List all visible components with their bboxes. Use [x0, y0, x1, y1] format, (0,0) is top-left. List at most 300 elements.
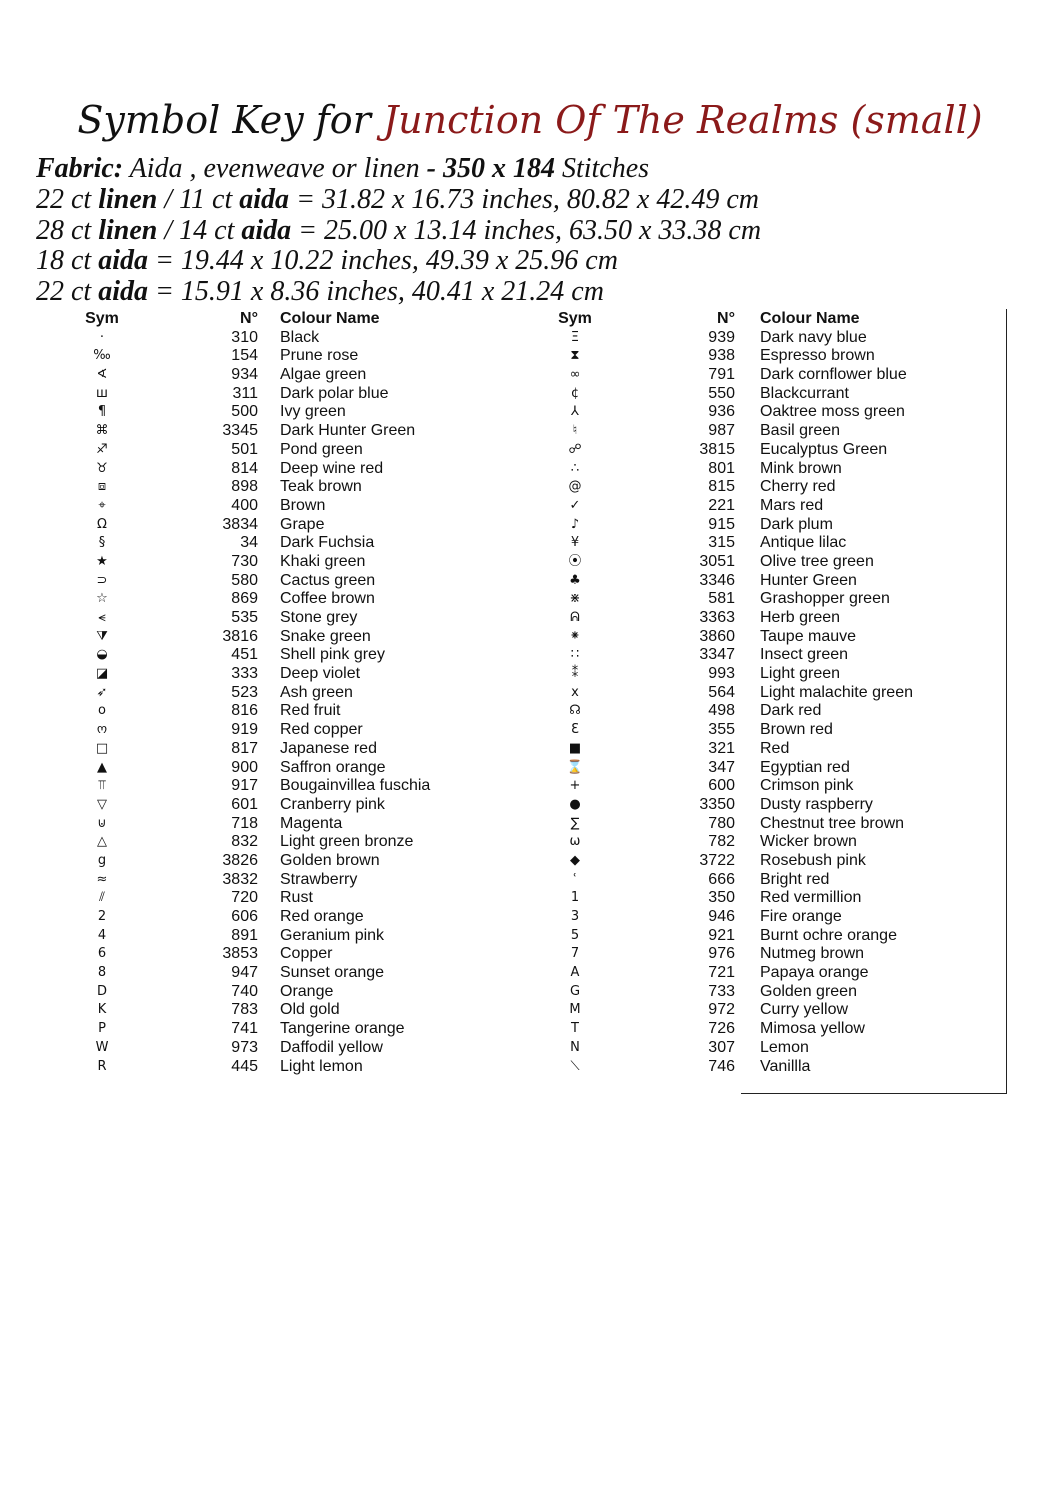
size-c: / 14 ct [164, 214, 235, 246]
symbol: T [571, 1021, 579, 1037]
symbol: ◆ [570, 852, 580, 868]
floss-number: 726 [708, 1020, 735, 1038]
key-row [0, 777, 1060, 796]
sym-header: Sym [558, 310, 592, 327]
key-row [0, 347, 1060, 366]
colour-name: Nutmeg brown [760, 945, 865, 963]
colour-name: Hunter Green [760, 571, 857, 589]
symbol: ⊍ [97, 815, 107, 831]
pattern-name: Junction Of The Realms (small) [382, 98, 983, 142]
colour-name: Shell pink grey [280, 646, 385, 664]
symbol: ∷ [570, 647, 580, 663]
key-row [0, 815, 1060, 834]
floss-number: 3363 [699, 609, 735, 626]
symbol: □ [95, 740, 109, 756]
symbol: N [570, 1039, 580, 1055]
floss-number: 311 [232, 384, 258, 402]
page-title [0, 98, 1060, 142]
size-a: 28 ct [36, 214, 92, 246]
floss-number: 817 [231, 739, 258, 757]
symbol: Ξ [570, 329, 580, 345]
symbol: 1 [570, 890, 580, 906]
colour-name: Light green bronze [280, 833, 414, 851]
colour-name: Mars red [760, 496, 824, 514]
colour-name: Bright red [760, 870, 830, 888]
colour-name: Egyptian red [760, 758, 850, 776]
key-row [0, 889, 1060, 908]
symbol-key-right [0, 310, 1060, 1076]
colour-name: Algae green [280, 366, 367, 384]
symbol: 5 [570, 927, 580, 943]
key-row [0, 945, 1060, 964]
colour-name: Prune rose [280, 347, 359, 365]
symbol: Ɛ [571, 722, 579, 738]
key-row [0, 646, 1060, 665]
floss-number: 915 [708, 515, 735, 533]
floss-number: 801 [708, 459, 735, 477]
symbol: ⫪ [98, 778, 106, 794]
colour-name: Rosebush pink [760, 851, 866, 869]
size-b: linen [98, 214, 158, 246]
fabric-types: Aida , evenweave or linen [129, 153, 420, 184]
floss-number: 400 [231, 496, 258, 514]
colour-name: Lemon [760, 1038, 809, 1056]
symbol: § [98, 535, 106, 551]
floss-number: 564 [708, 683, 735, 701]
symbol: ✓ [569, 497, 581, 513]
symbol: 7 [570, 946, 580, 962]
floss-number: 3860 [699, 627, 735, 645]
key-row [0, 833, 1060, 852]
colour-name: Antique lilac [760, 534, 847, 552]
size-line [36, 185, 761, 216]
symbol: ⌖ [98, 497, 106, 513]
symbol: ⌛ [566, 759, 584, 775]
colour-name: Olive tree green [760, 552, 874, 570]
colour-name: Taupe mauve [760, 627, 857, 645]
size-d: aida [241, 214, 292, 246]
floss-number: 315 [708, 534, 735, 552]
colour-name: Stone grey [280, 609, 358, 626]
size-e: = 31.82 x 16.73 inches, 80.82 x 42.49 cm [296, 183, 759, 215]
title-prefix: Symbol Key for [77, 98, 371, 142]
floss-number: 946 [708, 908, 735, 925]
symbol: x [571, 684, 579, 700]
colour-name: Crimson pink [760, 777, 854, 795]
colour-name: Light lemon [280, 1057, 363, 1075]
floss-number: 900 [231, 758, 258, 776]
colour-name: Dark Hunter Green [280, 422, 416, 440]
colour-name: Chestnut tree brown [760, 814, 905, 832]
fabric-info [36, 154, 761, 308]
floss-number: 987 [708, 422, 735, 440]
floss-number: 445 [231, 1057, 258, 1075]
key-row [0, 852, 1060, 871]
colour-name: Orange [280, 982, 334, 1000]
symbol: ⅄ [571, 404, 579, 420]
symbol: ∢ [96, 367, 108, 383]
floss-number: 606 [231, 908, 258, 925]
size-c: / 11 ct [164, 183, 233, 215]
colour-name: Cherry red [760, 478, 836, 496]
floss-number: 898 [231, 478, 258, 496]
floss-number: 718 [231, 814, 258, 832]
floss-number: 601 [231, 795, 258, 813]
key-row [0, 609, 1060, 628]
colour-name: Light malachite green [760, 683, 913, 701]
key-row [0, 908, 1060, 927]
key-row [0, 534, 1060, 553]
floss-number: 307 [708, 1038, 735, 1056]
symbol: ♪ [570, 516, 580, 532]
symbol: 8 [97, 965, 107, 981]
floss-number: 3051 [699, 552, 735, 570]
floss-number: 355 [708, 721, 735, 739]
colour-name: Saffron orange [280, 758, 386, 776]
colour-name: Burnt ochre orange [760, 926, 897, 944]
colour-name: Coffee brown [280, 590, 375, 608]
symbol: ‰ [93, 348, 111, 364]
symbol: ᕱ [570, 610, 580, 625]
floss-number: 730 [231, 552, 258, 570]
floss-number: 976 [708, 945, 735, 963]
floss-number: 3815 [699, 440, 735, 458]
symbol: ⁕ [569, 628, 581, 644]
colour-name: Red orange [280, 908, 364, 925]
floss-number: 973 [231, 1038, 258, 1056]
floss-number: 917 [231, 777, 258, 795]
floss-number: 3816 [222, 627, 258, 645]
name-header: Colour Name [280, 310, 380, 327]
symbol: ☆ [96, 591, 108, 607]
symbol: ◪ [95, 666, 109, 682]
fabric-label: Fabric: [36, 153, 124, 184]
floss-number: 814 [231, 459, 258, 477]
key-row [0, 460, 1060, 479]
symbol: ω [569, 834, 581, 850]
colour-name: Vanillla [760, 1057, 811, 1075]
symbol: ⪪ [98, 610, 106, 625]
size-e: = 25.00 x 13.14 inches, 63.50 x 33.38 cm [298, 214, 762, 246]
floss-number: 3346 [699, 571, 735, 589]
colour-name: Tangerine orange [280, 1020, 405, 1038]
symbol: ♮ [572, 423, 578, 439]
symbol: G [569, 983, 581, 999]
key-row [0, 684, 1060, 703]
fabric-line [36, 154, 761, 185]
colour-name: Bougainvillea fuschia [280, 777, 431, 795]
floss-number: 333 [231, 665, 258, 683]
num-header: N° [717, 310, 735, 327]
key-row [0, 665, 1060, 684]
key-row [0, 590, 1060, 609]
colour-name: Red [760, 739, 790, 757]
colour-name: Brown red [760, 721, 833, 739]
floss-number: 523 [231, 683, 258, 701]
colour-name: Insect green [760, 646, 849, 664]
floss-number: 3834 [222, 515, 258, 533]
symbol: 6 [97, 946, 107, 962]
symbol: ☍ [568, 441, 582, 457]
key-row [0, 422, 1060, 441]
key-row [0, 1058, 1060, 1077]
key-row [0, 385, 1060, 404]
colour-name: Golden green [760, 982, 857, 1000]
colour-name: Mink brown [760, 459, 842, 477]
symbol: Ω [97, 516, 107, 532]
symbol: ¢ [570, 385, 580, 401]
colour-name: Cranberry pink [280, 795, 385, 813]
symbol: △ [97, 834, 107, 850]
symbol: ʿ [573, 871, 577, 887]
floss-number: 720 [231, 889, 258, 907]
key-row [0, 702, 1060, 721]
symbol: · [99, 329, 105, 345]
symbol: ∞ [569, 367, 581, 383]
symbol: ♐ [96, 441, 108, 457]
colour-name: Daffodil yellow [280, 1038, 383, 1056]
size-line [36, 246, 761, 277]
symbol: ш [96, 385, 108, 401]
colour-name: Ash green [280, 683, 353, 701]
colour-name: Mimosa yellow [760, 1020, 865, 1038]
key-row [0, 871, 1060, 890]
symbol: R [97, 1058, 107, 1074]
colour-name: Old gold [280, 1001, 340, 1019]
symbol: ♉ [96, 460, 108, 476]
floss-number: 891 [231, 926, 258, 944]
floss-number: 947 [231, 964, 258, 982]
floss-number: 869 [231, 590, 258, 608]
floss-number: 921 [708, 926, 735, 944]
floss-number: 936 [708, 403, 735, 421]
colour-name: Oaktree moss green [760, 403, 905, 421]
floss-number: 741 [231, 1020, 258, 1038]
colour-name: Dark plum [760, 515, 833, 533]
colour-name: Grashopper green [760, 590, 890, 608]
symbol: ⧈ [97, 479, 107, 495]
floss-number: 938 [708, 347, 735, 365]
sym-header: Sym [85, 310, 119, 327]
floss-number: 939 [708, 328, 735, 346]
floss-number: 3347 [699, 646, 735, 664]
symbol: ➶ [96, 684, 108, 700]
floss-number: 451 [231, 646, 258, 664]
colour-name: Black [280, 328, 320, 346]
fabric-dash: - [426, 153, 436, 184]
colour-name: Dark cornflower blue [760, 366, 907, 384]
floss-number: 972 [708, 1001, 735, 1019]
floss-number: 832 [231, 833, 258, 851]
colour-name: Dark polar blue [280, 384, 389, 402]
key-row [0, 721, 1060, 740]
symbol: ⋇ [569, 591, 581, 607]
colour-name: Geranium pink [280, 926, 385, 944]
colour-name: Khaki green [280, 552, 366, 570]
floss-number: 535 [231, 609, 258, 626]
symbol: M [569, 1002, 581, 1018]
key-row [0, 740, 1060, 759]
floss-number: 733 [708, 982, 735, 1000]
size-line [36, 216, 761, 247]
colour-name: Blackcurrant [760, 384, 849, 402]
key-row [0, 366, 1060, 385]
symbol: 3 [570, 909, 580, 924]
floss-number: 3350 [699, 795, 735, 813]
symbol: A [570, 965, 580, 981]
symbol: ≈ [96, 871, 108, 887]
symbol: 2 [97, 909, 107, 924]
colour-name: Dark red [760, 702, 822, 720]
key-row [0, 516, 1060, 535]
symbol: ■ [568, 740, 582, 756]
key-row [0, 759, 1060, 778]
table-border-right [1006, 309, 1007, 1094]
colour-name: Red fruit [280, 702, 341, 720]
symbol: D [96, 983, 107, 999]
symbol: ⧩ [96, 628, 108, 644]
colour-name: Brown [280, 496, 326, 514]
symbol: P [98, 1021, 106, 1037]
floss-number: 581 [708, 590, 735, 608]
size-e: = 15.91 x 8.36 inches, 40.41 x 21.24 cm [155, 276, 604, 308]
key-row [0, 572, 1060, 591]
key-row [0, 1039, 1060, 1058]
colour-name: Basil green [760, 422, 841, 440]
colour-name: Wicker brown [760, 833, 857, 851]
symbol: ო [96, 722, 108, 738]
symbol: ⦿ [568, 553, 582, 569]
floss-number: 782 [708, 833, 735, 851]
floss-number: 3826 [222, 851, 258, 869]
floss-number: 3832 [222, 870, 258, 888]
colour-name: Dusty raspberry [760, 795, 873, 813]
key-row [0, 1001, 1060, 1020]
colour-name: Dark Fuchsia [280, 534, 375, 552]
floss-number: 550 [708, 384, 735, 402]
size-e: = 19.44 x 10.22 inches, 49.39 x 25.96 cm [155, 245, 618, 277]
symbol: ⧗ [570, 348, 580, 364]
floss-number: 993 [708, 665, 735, 683]
colour-name: Ivy green [280, 403, 346, 421]
floss-number: 934 [231, 366, 258, 384]
symbol: ⫽ [99, 890, 105, 906]
size-b: aida [98, 245, 148, 277]
colour-name: Deep violet [280, 665, 361, 683]
size-a: 18 ct [36, 245, 92, 277]
colour-name: Pond green [280, 440, 363, 458]
symbol: ▽ [97, 796, 107, 812]
size-a: 22 ct [36, 183, 92, 215]
symbol: ◒ [96, 647, 108, 663]
key-header [0, 310, 1060, 329]
colour-name: Rust [280, 889, 313, 907]
floss-number: 321 [708, 739, 735, 757]
colour-name: Cactus green [280, 571, 376, 589]
symbol: ☊ [569, 703, 581, 719]
floss-number: 783 [231, 1001, 258, 1019]
symbol: o [98, 703, 106, 719]
size-b: linen [98, 183, 158, 215]
table-border-bottom [741, 1093, 1007, 1094]
symbol: ⌘ [95, 423, 109, 439]
stitch-size: 350 x 184 [442, 153, 555, 184]
key-row [0, 927, 1060, 946]
key-row [0, 553, 1060, 572]
floss-number: 310 [231, 328, 258, 346]
symbol: ⁑ [571, 666, 579, 682]
key-row [0, 1020, 1060, 1039]
floss-number: 600 [708, 777, 735, 795]
colour-name: Magenta [280, 814, 343, 832]
key-row [0, 478, 1060, 497]
colour-name: Japanese red [280, 739, 377, 757]
symbol: @ [568, 479, 582, 495]
symbol: ▲ [97, 759, 107, 775]
symbol: + [569, 778, 581, 794]
floss-number: 580 [231, 571, 258, 589]
stitches-label: Stitches [561, 153, 650, 184]
key-row [0, 964, 1060, 983]
floss-number: 815 [708, 478, 735, 496]
key-row [0, 441, 1060, 460]
floss-number: 501 [231, 440, 258, 458]
colour-name: Sunset orange [280, 964, 385, 982]
colour-name: Light green [760, 665, 841, 683]
floss-number: 919 [231, 721, 258, 739]
key-row [0, 983, 1060, 1002]
floss-number: 154 [231, 347, 258, 365]
floss-number: 780 [708, 814, 735, 832]
size-d: aida [239, 183, 290, 215]
symbol: g [97, 852, 107, 868]
key-row [0, 329, 1060, 348]
symbol: ⊃ [96, 572, 108, 588]
floss-number: 3345 [222, 422, 258, 440]
key-row [0, 628, 1060, 647]
key-row [0, 497, 1060, 516]
symbol: W [95, 1039, 109, 1055]
colour-name: Dark navy blue [760, 328, 867, 346]
colour-name: Papaya orange [760, 964, 869, 982]
floss-number: 3722 [699, 851, 735, 869]
colour-name: Teak brown [280, 478, 362, 496]
colour-name: Herb green [760, 609, 841, 626]
floss-number: 3853 [222, 945, 258, 963]
symbol: ∑ [570, 815, 580, 831]
symbol: ¥ [570, 535, 580, 551]
colour-name: Eucalyptus Green [760, 440, 888, 458]
colour-name: Espresso brown [760, 347, 875, 365]
symbol: ¶ [97, 404, 107, 420]
colour-name: Red vermillion [760, 889, 862, 907]
symbol: K [97, 1002, 107, 1018]
symbol: ★ [96, 553, 108, 569]
colour-name: Golden brown [280, 851, 380, 869]
name-header: Colour Name [760, 310, 860, 327]
size-a: 22 ct [36, 276, 92, 308]
floss-number: 666 [708, 870, 735, 888]
symbol: ♣ [569, 572, 581, 588]
colour-name: Copper [280, 945, 333, 963]
size-b: aida [98, 276, 148, 308]
size-line [36, 277, 761, 308]
floss-number: 221 [708, 496, 735, 514]
symbol: ⟍ [570, 1058, 580, 1074]
colour-name: Red copper [280, 721, 363, 739]
floss-number: 740 [231, 982, 258, 1000]
key-row [0, 403, 1060, 422]
